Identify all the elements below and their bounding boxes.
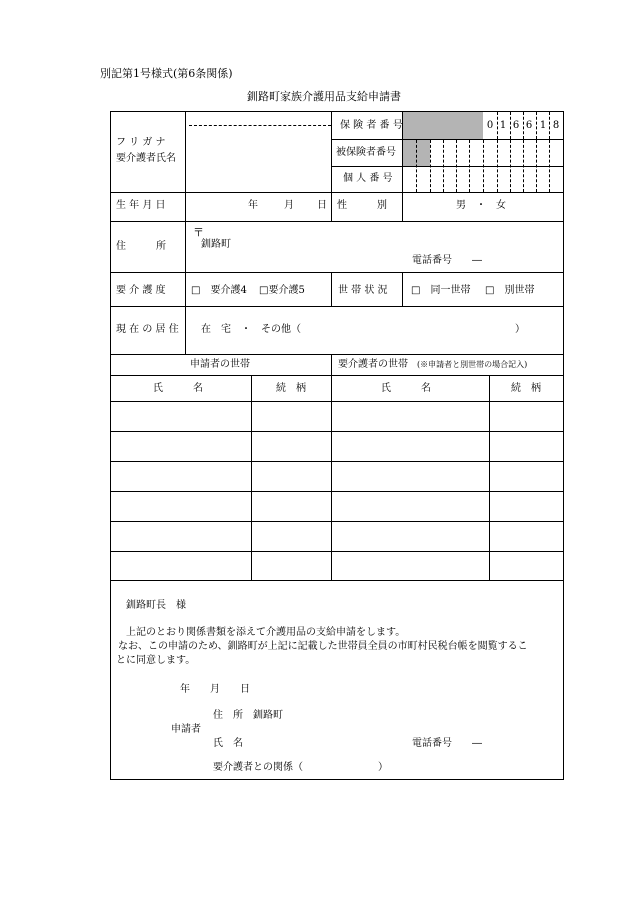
care-level-4-checkbox[interactable]: □ 要介護4 [191, 285, 247, 296]
table-row[interactable] [111, 492, 563, 520]
insured-number-label: 被保険者番号 [336, 147, 396, 158]
relationship-label[interactable]: 要介護者との関係（ [213, 762, 303, 773]
care-recipient-name-label: 要介護者氏名 [116, 153, 176, 164]
declaration-line-2: なお、この申請のため、釧路町が上記に記載した世帯員全員の市町村民税台帳を閲覧するこ [118, 641, 528, 652]
table-row[interactable] [111, 402, 563, 430]
form-reference: 別記第1号様式(第6条関係) [100, 67, 233, 80]
form-title: 釧路町家族介護用品支給申請書 [247, 90, 401, 103]
applicant-address[interactable]: 住 所 釧路町 [213, 710, 283, 721]
sex-options[interactable]: 男 ・ 女 [456, 200, 506, 211]
address-phone-label: 電話番号 ― [412, 255, 482, 266]
birth-day: 日 [317, 200, 327, 211]
declaration-line-3: とに同意します。 [116, 655, 196, 666]
care-household-header: 要介護者の世帯 [338, 359, 408, 370]
care-household-note: (※申請者と別世帯の場合記入) [417, 360, 528, 369]
insurer-digit: 6 [512, 120, 520, 131]
furigana-label: フ リ ガ ナ [116, 137, 166, 148]
residence-close-paren: ） [515, 324, 525, 335]
applicant-household-header: 申請者の世帯 [190, 359, 250, 370]
applicant-name[interactable]: 氏 名 [213, 738, 243, 749]
declaration-line-1: 上記のとおり関係書類を添えて介護用品の支給申請をします。 [126, 627, 406, 638]
applicant-phone[interactable]: 電話番号 ― [412, 738, 482, 749]
insurer-number-shade [403, 112, 483, 139]
birth-year: 年 [248, 200, 258, 211]
applicant-label: 申請者 [171, 724, 201, 735]
table-row[interactable] [111, 552, 563, 579]
household-status-label: 世 帯 状 況 [338, 285, 388, 296]
insurer-digit: 8 [552, 120, 560, 131]
relationship-close-paren: ） [378, 762, 388, 773]
birthdate-label: 生 年 月 日 [116, 200, 166, 211]
care-recipient-name-field[interactable] [187, 127, 330, 190]
table-row[interactable] [111, 462, 563, 490]
same-household-checkbox[interactable]: □ 同一世帯 [411, 285, 471, 296]
insurer-digit: 1 [539, 120, 547, 131]
insurer-digit: 6 [525, 120, 533, 131]
sex-label: 性 別 [337, 200, 387, 211]
furigana-field[interactable] [187, 112, 330, 124]
insurer-digit: 1 [499, 120, 507, 131]
current-residence-label: 現 在 の 居 住 [116, 324, 179, 335]
applicant-col-name: 氏 名 [153, 383, 203, 394]
table-row[interactable] [111, 522, 563, 550]
separate-household-checkbox[interactable]: □ 別世帯 [485, 285, 535, 296]
address-label: 住 所 [116, 241, 166, 252]
table-row[interactable] [111, 432, 563, 460]
personal-number-label: 個 人 番 号 [343, 173, 393, 184]
insurer-digit: 0 [486, 120, 494, 131]
addressee: 釧路町長 様 [126, 600, 186, 611]
care-level-5-checkbox[interactable]: □要介護5 [259, 285, 305, 296]
care-col-relation: 続 柄 [511, 383, 541, 394]
care-level-label: 要 介 護 度 [116, 285, 166, 296]
care-col-name: 氏 名 [381, 383, 431, 394]
postal-mark: 〒 [193, 226, 204, 239]
insurer-number-label: 保 険 者 番 号 [340, 120, 403, 131]
birth-month: 月 [284, 200, 294, 211]
address-town: 釧路町 [201, 239, 231, 250]
applicant-col-relation: 続 柄 [276, 383, 306, 394]
application-date[interactable]: 年 月 日 [180, 684, 250, 695]
residence-options[interactable]: 在 宅 ・ その他（ [201, 324, 301, 335]
